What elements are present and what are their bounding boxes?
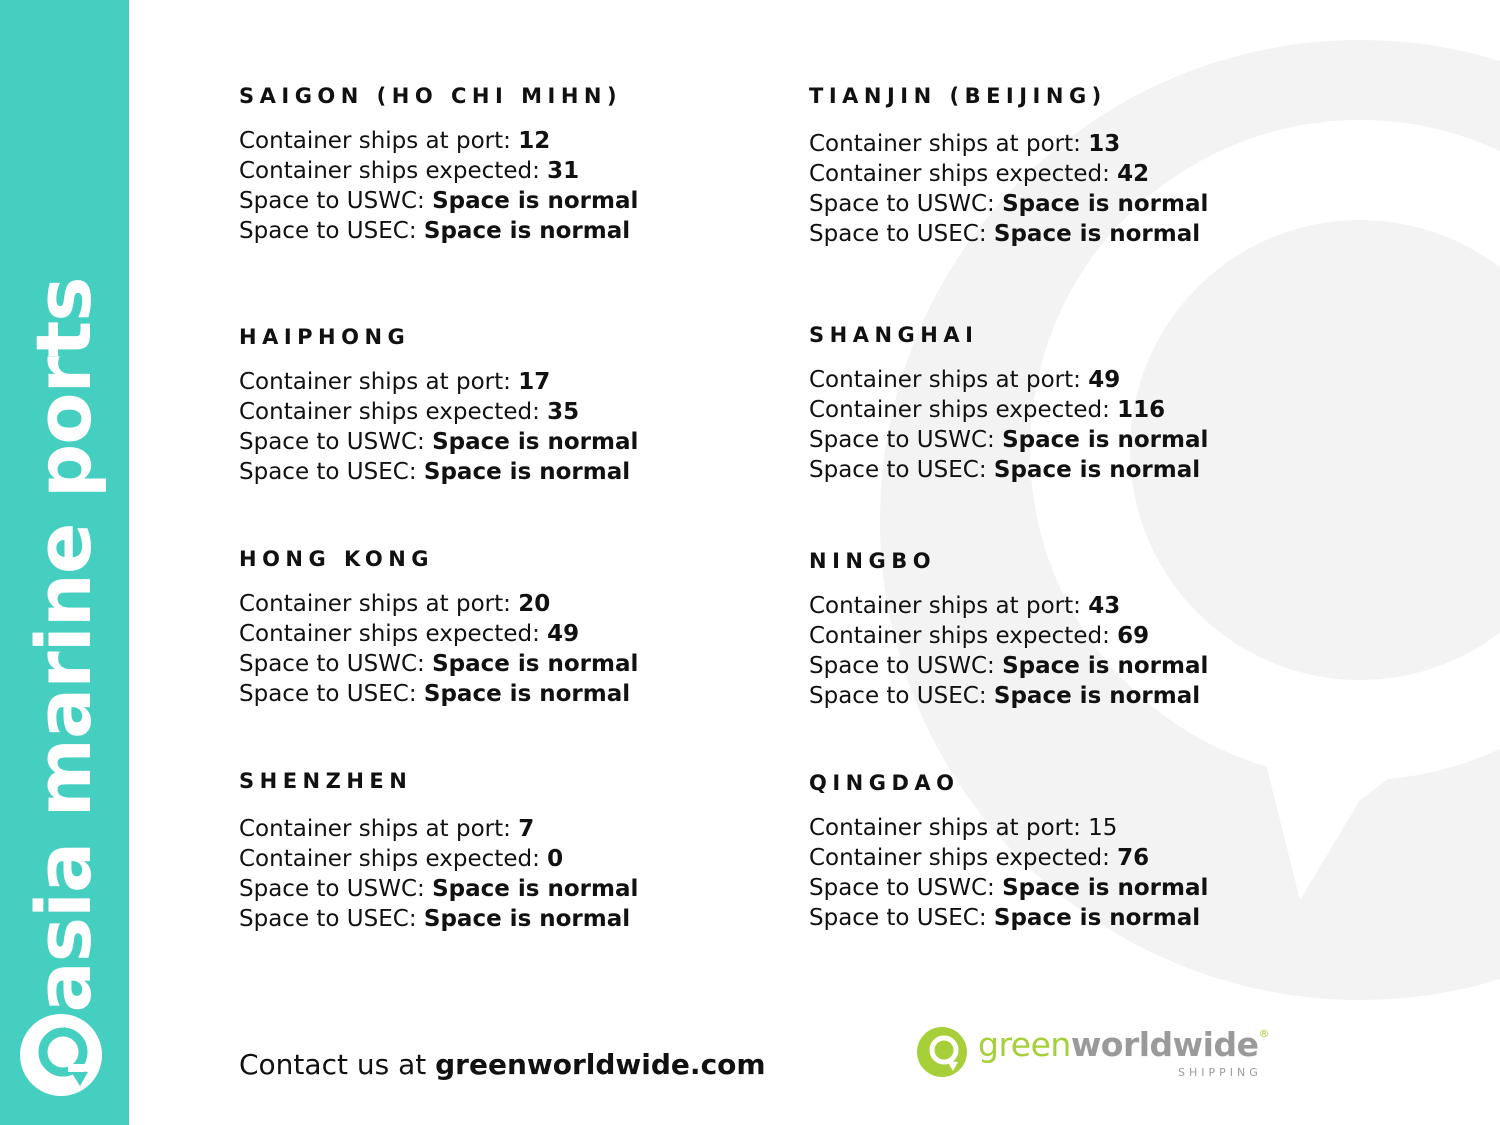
space-uswc: Space to USWC: Space is normal bbox=[239, 429, 639, 456]
port-tianjin bbox=[809, 84, 1329, 249]
space-uswc: Space to USWC: Space is normal bbox=[809, 875, 1209, 902]
space-usec: Space to USEC: Space is normal bbox=[809, 683, 1201, 710]
ships-at-port: Container ships at port: 15 bbox=[809, 815, 1118, 842]
space-uswc: Space to USWC: Space is normal bbox=[809, 191, 1209, 218]
ships-expected: Container ships expected: 31 bbox=[239, 158, 580, 185]
ships-at-port: Container ships at port: 17 bbox=[239, 369, 551, 396]
ships-expected: Container ships expected: 116 bbox=[809, 397, 1166, 424]
port-shenzhen bbox=[239, 769, 759, 934]
ships-at-port: Container ships at port: 13 bbox=[809, 131, 1121, 158]
port-saigon bbox=[239, 84, 759, 246]
contact-prefix: Contact us at bbox=[239, 1048, 436, 1081]
port-qingdao bbox=[809, 771, 1329, 933]
contact-website-link[interactable]: greenworldwide.com bbox=[435, 1048, 766, 1081]
space-uswc: Space to USWC: Space is normal bbox=[239, 188, 639, 215]
space-uswc: Space to USWC: Space is normal bbox=[809, 653, 1209, 680]
brand-subtitle: SHIPPING bbox=[1178, 1066, 1262, 1079]
port-name: HONG KONG bbox=[239, 547, 435, 571]
ships-expected: Container ships expected: 42 bbox=[809, 161, 1150, 188]
brand-wordmark: greenworldwide® bbox=[978, 1025, 1269, 1064]
ships-expected: Container ships expected: 69 bbox=[809, 623, 1150, 650]
port-name: SAIGON (HO CHI MIHN) bbox=[239, 84, 623, 108]
space-usec: Space to USEC: Space is normal bbox=[239, 459, 631, 486]
space-usec: Space to USEC: Space is normal bbox=[239, 218, 631, 245]
port-hong-kong bbox=[239, 547, 759, 709]
port-ningbo bbox=[809, 549, 1329, 711]
ships-at-port: Container ships at port: 12 bbox=[239, 128, 551, 155]
ships-at-port: Container ships at port: 49 bbox=[809, 367, 1121, 394]
port-name: SHENZHEN bbox=[239, 769, 413, 793]
contact-line bbox=[239, 1048, 766, 1081]
port-name: TIANJIN (BEIJING) bbox=[809, 84, 1107, 108]
port-haiphong bbox=[239, 325, 759, 487]
ships-expected: Container ships expected: 49 bbox=[239, 621, 580, 648]
brand-logo bbox=[916, 1024, 1296, 1084]
sidebar-title: asia marine ports bbox=[19, 277, 108, 1013]
ships-at-port: Container ships at port: 7 bbox=[239, 816, 535, 843]
space-usec: Space to USEC: Space is normal bbox=[809, 457, 1201, 484]
port-name: QINGDAO bbox=[809, 771, 960, 795]
space-uswc: Space to USWC: Space is normal bbox=[239, 651, 639, 678]
ships-at-port: Container ships at port: 43 bbox=[809, 593, 1121, 620]
green-worldwide-logo-icon bbox=[18, 1012, 104, 1098]
port-name: SHANGHAI bbox=[809, 323, 979, 347]
ships-expected: Container ships expected: 35 bbox=[239, 399, 580, 426]
sidebar-band bbox=[0, 0, 129, 1125]
port-name: NINGBO bbox=[809, 549, 937, 573]
space-uswc: Space to USWC: Space is normal bbox=[239, 876, 639, 903]
port-name: HAIPHONG bbox=[239, 325, 411, 349]
space-usec: Space to USEC: Space is normal bbox=[809, 221, 1201, 248]
ships-at-port: Container ships at port: 20 bbox=[239, 591, 551, 618]
space-usec: Space to USEC: Space is normal bbox=[809, 905, 1201, 932]
space-usec: Space to USEC: Space is normal bbox=[239, 681, 631, 708]
space-usec: Space to USEC: Space is normal bbox=[239, 906, 631, 933]
port-shanghai bbox=[809, 323, 1329, 485]
green-worldwide-mark-icon bbox=[916, 1026, 968, 1078]
space-uswc: Space to USWC: Space is normal bbox=[809, 427, 1209, 454]
ships-expected: Container ships expected: 0 bbox=[239, 846, 564, 873]
ships-expected: Container ships expected: 76 bbox=[809, 845, 1150, 872]
